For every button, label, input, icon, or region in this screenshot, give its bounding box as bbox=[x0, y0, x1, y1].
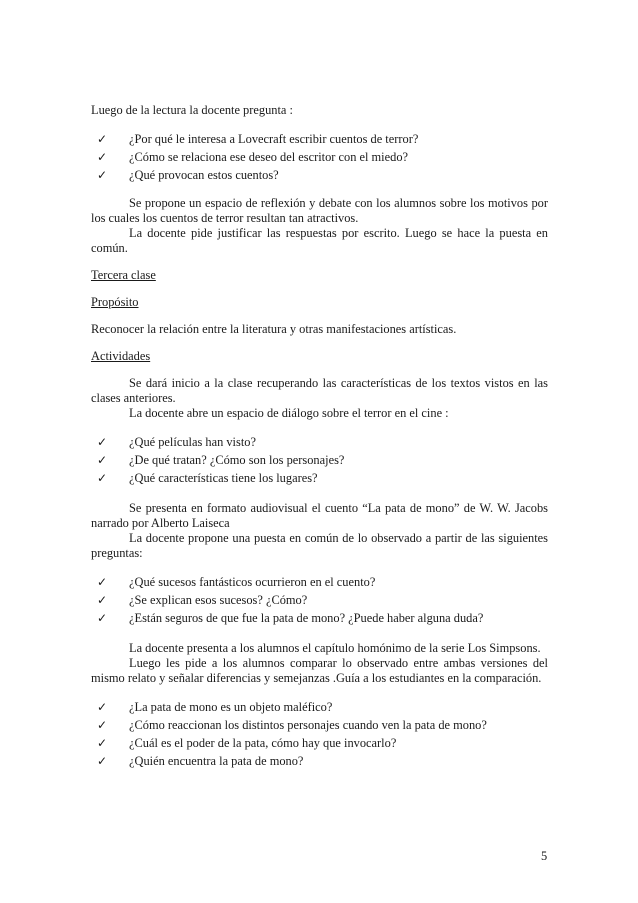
checkmark-icon: ✓ bbox=[97, 611, 108, 625]
paragraph: Se presenta en formato audiovisual el cuento “La pata de mono” de W. W. Jacobs narrado por Alberto Laiseca bbox=[91, 501, 548, 530]
list-item: ✓ ¿La pata de mono es un objeto maléfico? bbox=[97, 700, 333, 714]
list-item: ✓ ¿Qué sucesos fantásticos ocurrieron en el cuento? bbox=[97, 575, 376, 589]
checkmark-icon: ✓ bbox=[97, 575, 108, 589]
page-number: 5 bbox=[541, 849, 548, 863]
list-item: ✓ ¿Cómo se relaciona ese deseo del escritor con el miedo? bbox=[97, 150, 409, 164]
checkmark-icon: ✓ bbox=[97, 471, 108, 485]
list-item: ✓ ¿Qué películas han visto? bbox=[97, 435, 256, 449]
paragraph: La docente propone una puesta en común de lo observado a partir de las siguientes preguntas: bbox=[91, 531, 548, 560]
checkmark-icon: ✓ bbox=[97, 593, 108, 607]
list-item: ✓ ¿De qué tratan? ¿Cómo son los personajes? bbox=[97, 453, 345, 467]
checkmark-icon: ✓ bbox=[97, 700, 108, 714]
paragraph: Se dará inicio a la clase recuperando las características de los textos vistos en las clases anteriores. bbox=[91, 376, 548, 405]
checkmark-icon: ✓ bbox=[97, 435, 108, 449]
question-list-1 bbox=[91, 130, 548, 184]
purpose-text: Reconocer la relación entre la literatura y otras manifestaciones artísticas. bbox=[91, 322, 457, 336]
checkmark-icon: ✓ bbox=[97, 718, 108, 732]
question-list-3 bbox=[91, 573, 548, 627]
paragraph: La docente abre un espacio de diálogo sobre el terror en el cine : bbox=[129, 406, 449, 420]
section-heading: Propósito bbox=[91, 295, 139, 309]
checkmark-icon: ✓ bbox=[97, 150, 108, 164]
question-list-4 bbox=[91, 698, 548, 770]
list-item: ✓ ¿Qué provocan estos cuentos? bbox=[97, 168, 279, 182]
list-item: ✓ ¿Qué características tiene los lugares? bbox=[97, 471, 318, 485]
checkmark-icon: ✓ bbox=[97, 754, 108, 768]
list-item: ✓ ¿Quién encuentra la pata de mono? bbox=[97, 754, 304, 768]
paragraph: La docente presenta a los alumnos el capítulo homónimo de la serie Los Simpsons. bbox=[129, 641, 541, 655]
checkmark-icon: ✓ bbox=[97, 168, 108, 182]
checkmark-icon: ✓ bbox=[97, 453, 108, 467]
list-item: ✓ ¿Se explican esos sucesos? ¿Cómo? bbox=[97, 593, 308, 607]
paragraph: La docente pide justificar las respuestas por escrito. Luego se hace la puesta en común. bbox=[91, 226, 548, 255]
paragraph: Luego les pide a los alumnos comparar lo observado entre ambas versiones del mismo relato y señalar diferencias y semejanzas .Guía a los estudiantes en la comparación. bbox=[91, 656, 548, 685]
page-content bbox=[91, 103, 548, 770]
question-list-2 bbox=[91, 433, 548, 487]
checkmark-icon: ✓ bbox=[97, 132, 108, 146]
list-item: ✓ ¿Están seguros de que fue la pata de mono? ¿Puede haber alguna duda? bbox=[97, 611, 484, 625]
paragraph: Se propone un espacio de reflexión y debate con los alumnos sobre los motivos por los cuales los cuentos de terror resultan tan atractivos. bbox=[91, 196, 548, 225]
list-item: ✓ ¿Cómo reaccionan los distintos personajes cuando ven la pata de mono? bbox=[97, 718, 487, 732]
intro-text: Luego de la lectura la docente pregunta : bbox=[91, 103, 293, 117]
list-item: ✓ ¿Por qué le interesa a Lovecraft escribir cuentos de terror? bbox=[97, 132, 419, 146]
section-heading: Tercera clase bbox=[91, 268, 156, 282]
section-heading: Actividades bbox=[91, 349, 151, 363]
list-item: ✓ ¿Cuál es el poder de la pata, cómo hay que invocarlo? bbox=[97, 736, 397, 750]
checkmark-icon: ✓ bbox=[97, 736, 108, 750]
